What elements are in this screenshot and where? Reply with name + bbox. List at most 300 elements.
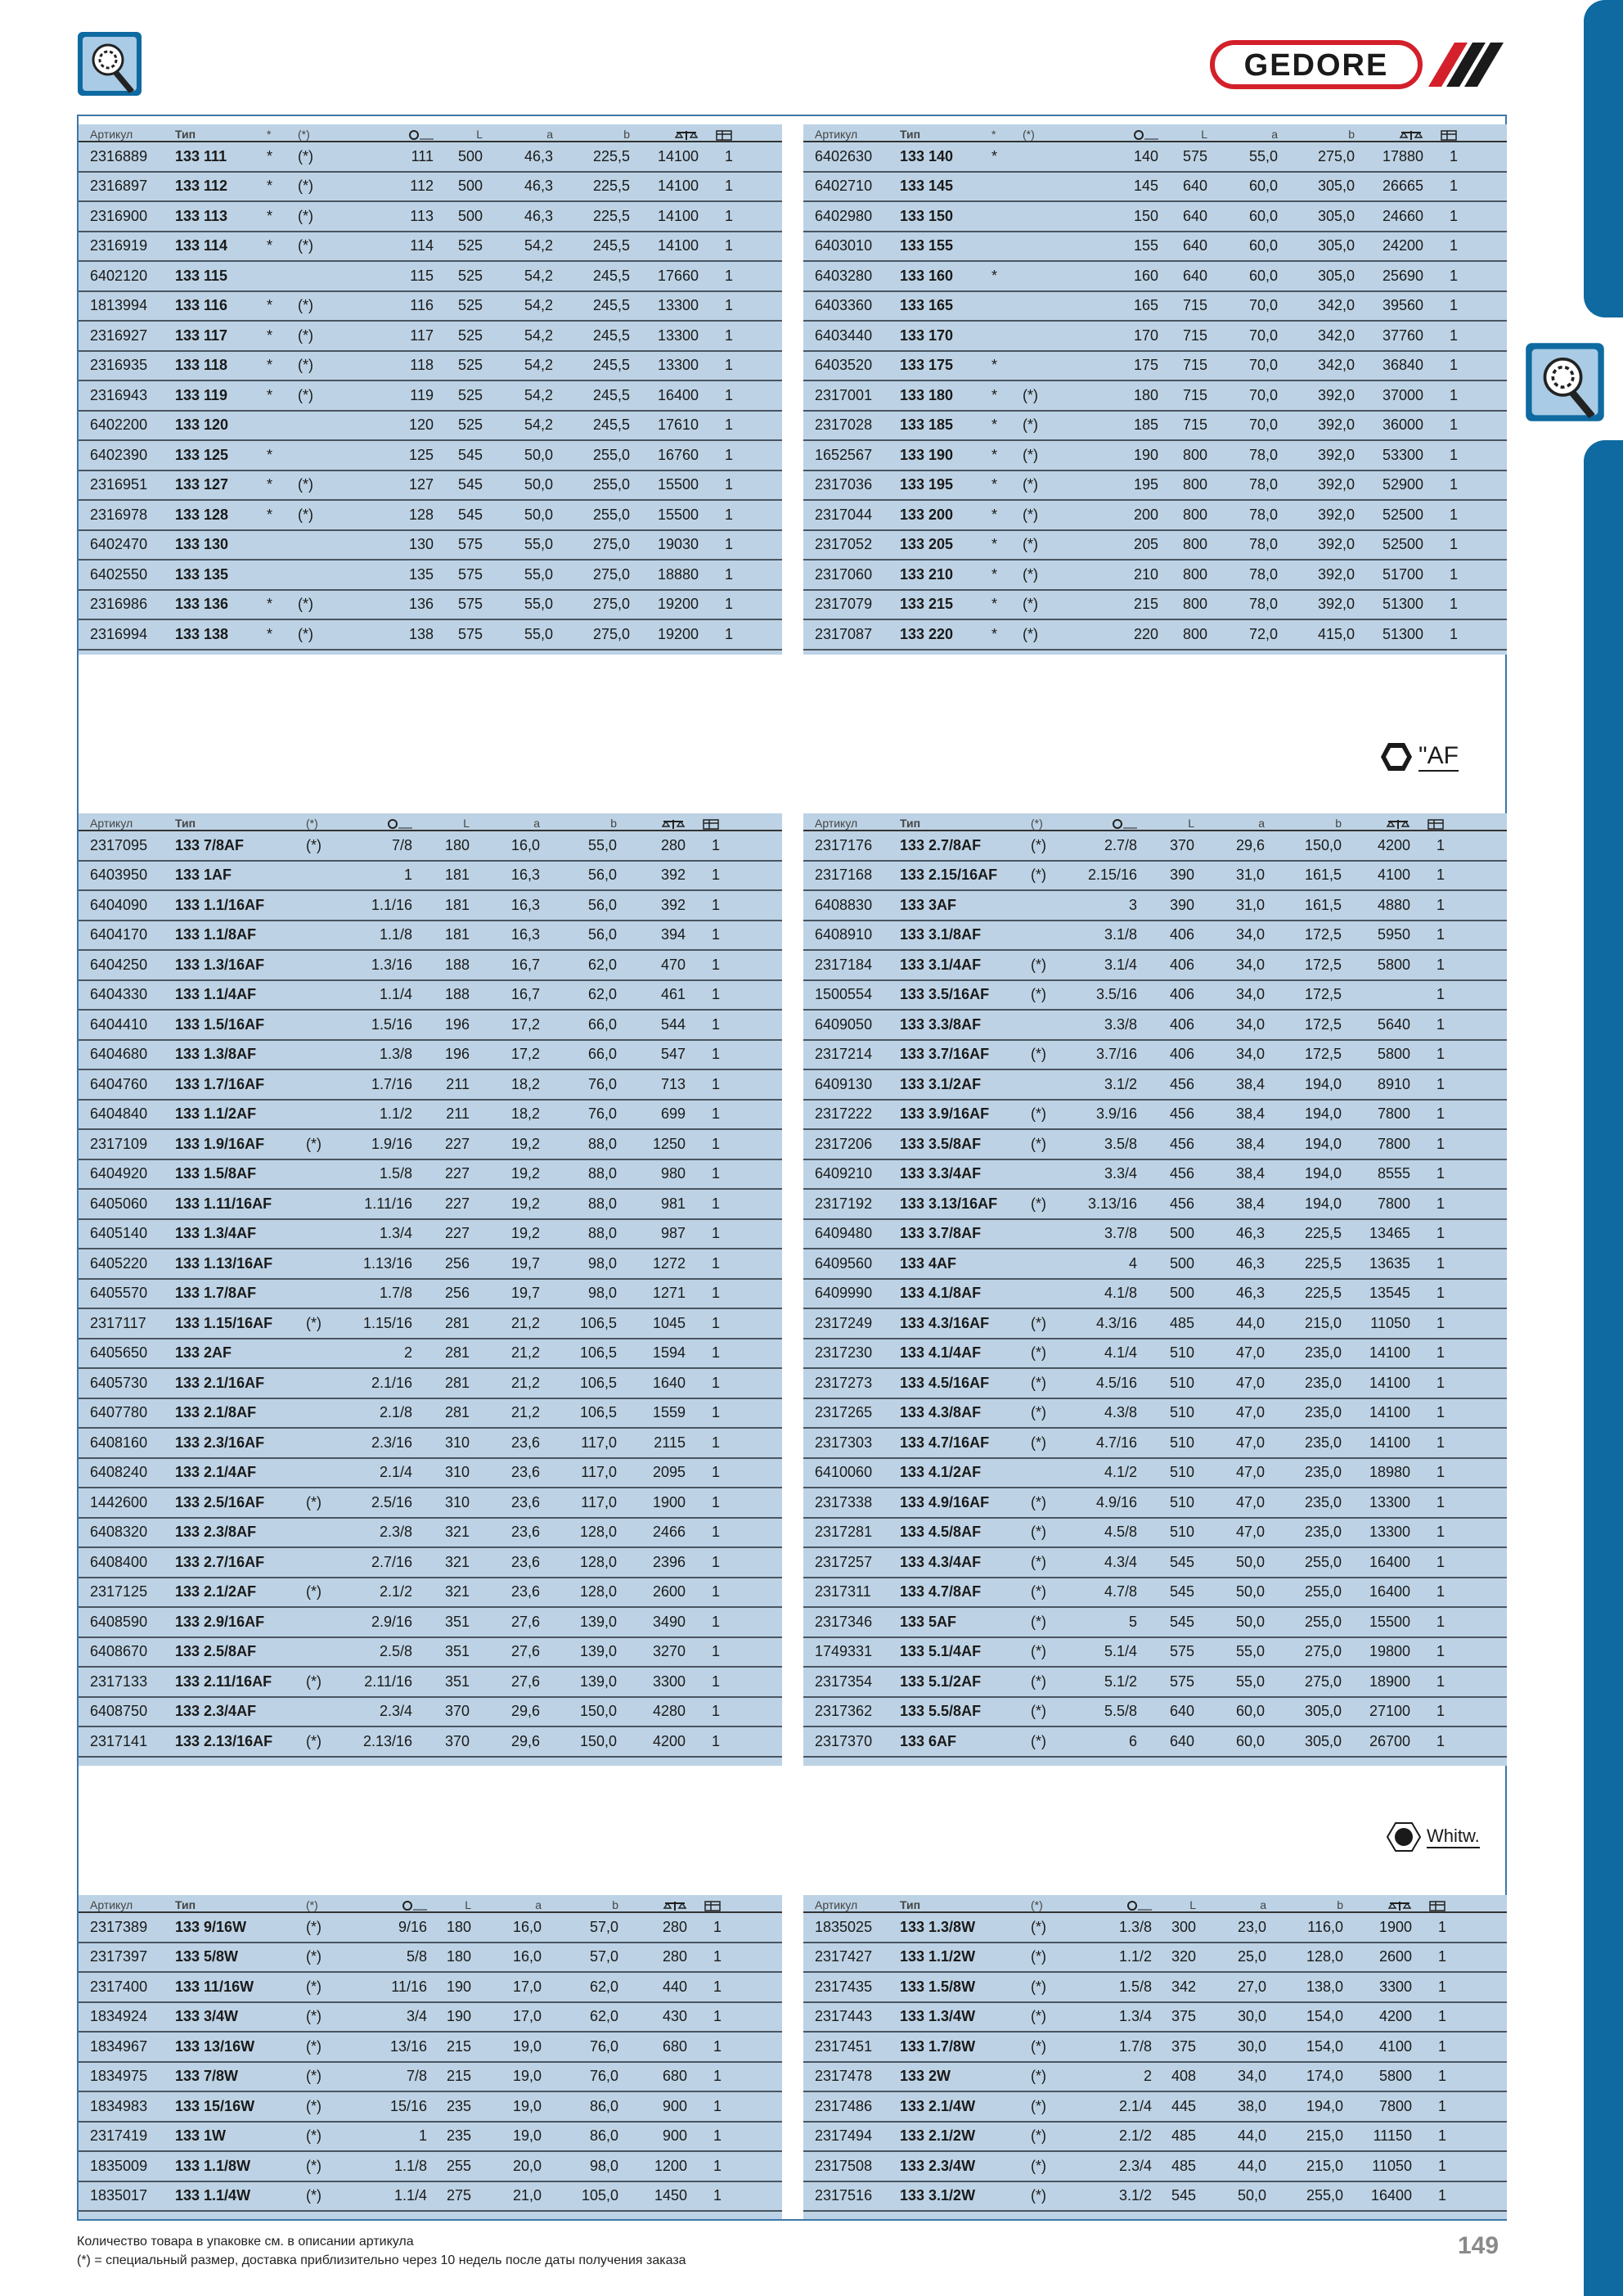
table-row — [803, 1011, 1507, 1041]
cell-article: 2316919 — [90, 237, 148, 254]
cell-article: 2316900 — [90, 207, 148, 224]
cell-L: 196 — [444, 1046, 470, 1063]
cell-L: 320 — [1171, 1948, 1196, 1965]
cell-weight: 13300 — [1369, 1493, 1410, 1510]
table-row — [803, 1249, 1507, 1280]
cell-size: 4.3/4 — [1104, 1553, 1137, 1570]
table-row — [79, 381, 782, 412]
header-a: a — [1258, 817, 1265, 830]
cell-a: 55,0 — [524, 625, 553, 642]
cell-b: 154,0 — [1306, 2008, 1343, 2025]
cell-a: 46,3 — [524, 207, 553, 224]
cell-b: 139,0 — [579, 1643, 617, 1660]
cell-b: 342,0 — [1317, 357, 1355, 374]
cell-article: 6402710 — [815, 178, 873, 195]
cell-b: 415,0 — [1317, 625, 1355, 642]
header-special: (*) — [1031, 1898, 1043, 1911]
box-icon — [1427, 818, 1445, 830]
cell-article: 2316951 — [90, 476, 148, 493]
cell-qty: 1 — [1436, 867, 1445, 884]
table-row — [79, 1160, 782, 1191]
cell-qty: 1 — [1436, 1285, 1445, 1302]
cell-qty: 1 — [724, 207, 733, 224]
table-row — [79, 1190, 782, 1220]
cell-type: 133 2.7/16AF — [175, 1553, 265, 1570]
cell-size: 3.7/16 — [1095, 1046, 1137, 1063]
cell-qty: 1 — [713, 1918, 722, 1935]
cell-type: 133 115 — [175, 267, 228, 284]
cell-weight: 25690 — [1382, 267, 1423, 284]
cell-size: 2.7/16 — [371, 1553, 412, 1570]
cell-type: 133 1.1/2W — [900, 1948, 976, 1965]
cell-size: 120 — [408, 416, 434, 434]
cell-type: 133 140 — [900, 147, 954, 164]
table-row — [803, 2182, 1507, 2213]
cell-type: 133 4.1/8AF — [900, 1285, 982, 1302]
cell-weight: 2095 — [652, 1464, 686, 1481]
cell-weight: 5800 — [1377, 956, 1410, 973]
cell-star: * — [991, 476, 998, 493]
cell-weight: 1045 — [652, 1314, 686, 1331]
cell-a: 46,3 — [524, 147, 553, 164]
cell-a: 54,2 — [524, 267, 553, 284]
cell-star: * — [267, 476, 273, 493]
cell-b: 150,0 — [1304, 836, 1342, 853]
cell-article: 2317346 — [815, 1613, 873, 1630]
cell-weight: 2115 — [654, 1434, 686, 1451]
cell-b: 215,0 — [1306, 2127, 1343, 2145]
table-row — [803, 1608, 1507, 1638]
cell-article: 6403360 — [815, 297, 873, 314]
cell-b: 57,0 — [589, 1918, 618, 1935]
cell-L: 180 — [444, 836, 470, 853]
footnote-line2: (*) = специальный размер, доставка приблизительно через 10 недель после даты получения заказа — [77, 2253, 686, 2267]
cell-qty: 1 — [1437, 1918, 1446, 1935]
cell-size: 4.3/16 — [1095, 1314, 1137, 1331]
cell-size: 1.7/8 — [1118, 2037, 1152, 2055]
cell-b: 172,5 — [1304, 986, 1342, 1003]
cell-a: 21,2 — [510, 1314, 540, 1331]
cell-a: 46,3 — [1235, 1254, 1265, 1272]
cell-article: 1834924 — [90, 2008, 148, 2025]
cell-b: 66,0 — [587, 1015, 617, 1033]
table-row — [803, 1309, 1507, 1339]
cell-weight: 981 — [660, 1195, 686, 1212]
table-row — [803, 1519, 1507, 1549]
cell-L: 715 — [1182, 357, 1207, 374]
cell-size: 3/4 — [406, 2008, 427, 2025]
cell-special: (*) — [298, 506, 313, 523]
cell-type: 133 3.5/8AF — [900, 1135, 982, 1152]
cell-a: 17,2 — [510, 1046, 540, 1063]
table-row — [803, 1973, 1507, 2003]
cell-special: (*) — [1031, 1643, 1046, 1660]
cell-qty: 1 — [1436, 1075, 1445, 1092]
cell-L: 485 — [1171, 2127, 1196, 2145]
cell-b: 56,0 — [587, 867, 617, 884]
cell-article: 6405060 — [90, 1195, 148, 1212]
cell-article: 1834967 — [90, 2037, 148, 2055]
cell-type: 133 200 — [900, 506, 954, 523]
cell-b: 106,5 — [579, 1404, 617, 1421]
cell-special: (*) — [1031, 2068, 1046, 2085]
cell-article: 6409210 — [815, 1165, 873, 1182]
cell-qty: 1 — [711, 1135, 720, 1152]
cell-L: 456 — [1169, 1105, 1194, 1123]
cell-article: 6404330 — [90, 986, 148, 1003]
cell-qty: 1 — [1436, 1344, 1445, 1362]
cell-size: 3.9/16 — [1095, 1105, 1137, 1123]
cell-a: 19,2 — [510, 1225, 540, 1242]
cell-a: 34,0 — [1235, 926, 1265, 943]
cell-weight: 7800 — [1377, 1195, 1410, 1212]
cell-type: 133 15/16W — [175, 2097, 255, 2114]
cell-size: 3.3/4 — [1104, 1165, 1137, 1182]
cell-a: 20,0 — [512, 2157, 542, 2174]
table-row — [79, 2123, 782, 2153]
cell-b: 174,0 — [1306, 2068, 1343, 2085]
cell-size: 1.13/16 — [362, 1254, 412, 1272]
cell-article: 6408670 — [90, 1643, 148, 1660]
cell-weight: 4100 — [1377, 867, 1410, 884]
header-type: Тип — [175, 128, 196, 141]
cell-size: 2.15/16 — [1087, 867, 1137, 884]
cell-size: 2.5/8 — [379, 1643, 412, 1660]
cell-a: 60,0 — [1248, 178, 1278, 195]
cell-special: (*) — [298, 207, 313, 224]
cell-L: 575 — [1169, 1643, 1194, 1660]
cell-L: 525 — [457, 267, 483, 284]
cell-size: 6 — [1128, 1732, 1137, 1749]
cell-article: 2317435 — [815, 1978, 873, 1995]
ring-size-icon — [1113, 818, 1137, 830]
cell-type: 133 1.5/8AF — [175, 1165, 257, 1182]
cell-type: 133 165 — [900, 297, 954, 314]
cell-size: 2.3/16 — [371, 1434, 412, 1451]
cell-a: 44,0 — [1235, 1314, 1265, 1331]
cell-size: 15/16 — [389, 2097, 427, 2114]
table-row — [803, 2063, 1507, 2093]
cell-special: (*) — [298, 625, 313, 642]
cell-type: 133 7/8W — [175, 2068, 239, 2085]
cell-size: 1.5/16 — [371, 1015, 412, 1033]
cell-qty: 1 — [1449, 178, 1458, 195]
cell-weight: 14100 — [1369, 1404, 1410, 1421]
cell-special: (*) — [1031, 836, 1046, 853]
cell-qty: 1 — [1436, 1254, 1445, 1272]
cell-b: 275,0 — [592, 565, 630, 583]
cell-L: 255 — [446, 2157, 471, 2174]
cell-qty: 1 — [711, 926, 720, 943]
box-icon — [702, 818, 720, 830]
cell-article: 2317451 — [815, 2037, 873, 2055]
cell-special: (*) — [298, 326, 313, 344]
table-row — [79, 831, 782, 862]
cell-type: 133 1.15/16AF — [175, 1314, 273, 1331]
table-row — [79, 1130, 782, 1160]
cell-b: 161,5 — [1304, 896, 1342, 913]
table-row — [803, 1548, 1507, 1578]
cell-L: 235 — [446, 2127, 471, 2145]
cell-a: 16,3 — [510, 896, 540, 913]
cell-a: 50,0 — [524, 446, 553, 463]
cell-qty: 1 — [724, 596, 733, 613]
cell-article: 6403950 — [90, 867, 148, 884]
cell-article: 2317176 — [815, 836, 873, 853]
table-row — [79, 1727, 782, 1758]
cell-qty: 1 — [1449, 267, 1458, 284]
cell-weight: 680 — [662, 2037, 687, 2055]
cell-qty: 1 — [1449, 326, 1458, 344]
hex-bolt-icon — [1386, 1821, 1422, 1853]
cell-article: 2317303 — [815, 1434, 873, 1451]
cell-qty: 1 — [1436, 1583, 1445, 1600]
cell-type: 133 135 — [175, 565, 229, 583]
table-row — [79, 412, 782, 442]
cell-b: 305,0 — [1304, 1732, 1342, 1749]
cell-type: 133 180 — [900, 386, 954, 403]
cell-qty: 1 — [1436, 1553, 1445, 1570]
cell-a: 16,7 — [510, 986, 540, 1003]
cell-star: * — [991, 416, 998, 434]
cell-size: 4.5/16 — [1095, 1374, 1137, 1391]
table-row — [803, 292, 1507, 322]
cell-qty: 1 — [1436, 1105, 1445, 1123]
cell-type: 133 145 — [900, 178, 954, 195]
cell-weight: 16760 — [657, 446, 699, 463]
cell-qty: 1 — [724, 147, 733, 164]
cell-size: 4.3/8 — [1104, 1404, 1137, 1421]
cell-weight: 15500 — [1369, 1613, 1410, 1630]
cell-article: 2317079 — [815, 596, 873, 613]
cell-a: 27,6 — [510, 1672, 540, 1690]
cell-type: 133 220 — [900, 625, 954, 642]
cell-article: 2317044 — [815, 506, 873, 523]
cell-size: 138 — [408, 625, 434, 642]
cell-star: * — [267, 178, 273, 195]
header-qty — [699, 128, 733, 141]
cell-article: 6405220 — [90, 1254, 148, 1272]
cell-type: 133 1.7/8AF — [175, 1285, 257, 1302]
cell-weight: 13465 — [1369, 1225, 1410, 1242]
cell-article: 1835017 — [90, 2187, 148, 2204]
cell-qty: 1 — [724, 178, 733, 195]
table-row — [803, 352, 1507, 382]
cell-special: (*) — [306, 2068, 321, 2085]
cell-a: 44,0 — [1237, 2157, 1266, 2174]
cell-qty: 1 — [1436, 1524, 1445, 1541]
cell-type: 133 1.5/16AF — [175, 1015, 265, 1033]
cell-qty: 1 — [1436, 926, 1445, 943]
cell-L: 456 — [1169, 1075, 1194, 1092]
cell-L: 510 — [1169, 1344, 1194, 1362]
cell-type: 133 4.5/16AF — [900, 1374, 990, 1391]
cell-qty: 1 — [1436, 956, 1445, 973]
cell-weight: 5640 — [1377, 1015, 1410, 1033]
cell-type: 133 2.3/4W — [900, 2157, 976, 2174]
cell-a: 23,6 — [510, 1493, 540, 1510]
table-row — [803, 1220, 1507, 1250]
cell-qty: 1 — [1437, 2127, 1446, 2145]
cell-L: 215 — [446, 2037, 471, 2055]
cell-weight: 1200 — [654, 2157, 687, 2174]
cell-weight: 547 — [660, 1046, 686, 1063]
cell-a: 21,0 — [512, 2187, 542, 2204]
cell-type: 133 11/16W — [175, 1978, 254, 1995]
table-af-left — [79, 813, 782, 1766]
cell-qty: 1 — [1449, 625, 1458, 642]
cell-special: (*) — [298, 237, 313, 254]
header-weight — [1342, 817, 1410, 830]
cell-L: 310 — [444, 1493, 470, 1510]
cell-star: * — [267, 625, 273, 642]
table-row — [803, 471, 1507, 502]
cell-type: 133 2.3/16AF — [175, 1434, 265, 1451]
cell-special: (*) — [306, 1583, 321, 1600]
cell-special: (*) — [1023, 476, 1038, 493]
cell-article: 6408400 — [90, 1553, 148, 1570]
cell-a: 19,0 — [512, 2037, 542, 2055]
box-icon — [1440, 129, 1458, 141]
header-article: Артикул — [90, 128, 133, 141]
cell-special: (*) — [1023, 386, 1038, 403]
cell-article: 2317230 — [815, 1344, 873, 1362]
table-row — [803, 1190, 1507, 1220]
header-size — [1075, 128, 1158, 141]
table-row — [803, 1130, 1507, 1160]
cell-size: 125 — [408, 446, 434, 463]
cell-b: 88,0 — [587, 1165, 617, 1182]
cell-article: 2317052 — [815, 536, 873, 553]
cell-type: 133 1W — [175, 2127, 227, 2145]
cell-a: 47,0 — [1235, 1493, 1265, 1510]
cell-b: 150,0 — [579, 1732, 617, 1749]
cell-b: 154,0 — [1306, 2037, 1343, 2055]
cell-a: 78,0 — [1248, 536, 1278, 553]
cell-qty: 1 — [1449, 297, 1458, 314]
scale-icon — [674, 129, 699, 141]
scale-icon — [1386, 818, 1410, 830]
cell-weight: 280 — [662, 1948, 687, 1965]
cell-a: 60,0 — [1248, 267, 1278, 284]
footnote — [77, 2232, 686, 2270]
cell-size: 185 — [1133, 416, 1158, 434]
cell-L: 181 — [444, 867, 470, 884]
cell-type: 133 4.3/8AF — [900, 1404, 982, 1421]
cell-weight: 4100 — [1378, 2037, 1412, 2055]
header-L: L — [1188, 817, 1194, 830]
cell-article: 2316897 — [90, 178, 148, 195]
cell-article: 6405730 — [90, 1374, 148, 1391]
cell-type: 133 2.11/16AF — [175, 1672, 272, 1690]
ring-spanner-icon — [77, 31, 142, 97]
cell-L: 190 — [446, 1978, 471, 1995]
cell-a: 54,2 — [524, 386, 553, 403]
cell-type: 133 210 — [900, 565, 954, 583]
table-row — [79, 142, 782, 173]
cell-L: 545 — [1171, 2187, 1196, 2204]
table-row — [803, 1101, 1507, 1131]
cell-article: 2317192 — [815, 1195, 873, 1212]
cell-b: 56,0 — [587, 896, 617, 913]
cell-b: 194,0 — [1304, 1165, 1342, 1182]
table-row — [79, 1548, 782, 1578]
cell-size: 9/16 — [398, 1918, 427, 1935]
cell-size: 4.7/16 — [1095, 1434, 1137, 1451]
cell-type: 133 2.7/8AF — [900, 836, 982, 853]
table-whitw-left — [79, 1895, 782, 2219]
cell-type: 133 111 — [175, 147, 227, 164]
cell-b: 392,0 — [1317, 536, 1355, 553]
table-row — [803, 262, 1507, 292]
column-gap — [782, 805, 803, 1767]
cell-size: 1.3/16 — [371, 956, 412, 973]
cell-L: 715 — [1182, 326, 1207, 344]
cell-article: 2317397 — [90, 1948, 148, 1965]
cell-weight: 280 — [662, 1918, 687, 1935]
cell-article: 6402470 — [90, 536, 148, 553]
cell-weight: 1271 — [652, 1285, 686, 1302]
cell-type: 133 4.5/8AF — [900, 1524, 982, 1541]
cell-special: (*) — [1031, 2157, 1046, 2174]
cell-a: 47,0 — [1235, 1404, 1265, 1421]
cell-qty: 1 — [711, 1672, 720, 1690]
cell-size: 112 — [410, 178, 434, 195]
table-row — [79, 1608, 782, 1638]
table-row — [79, 1973, 782, 2003]
table-mm-right — [803, 124, 1507, 655]
cell-special: (*) — [1031, 1314, 1046, 1331]
table-row — [79, 1698, 782, 1728]
cell-qty: 1 — [711, 1553, 720, 1570]
cell-size: 128 — [408, 506, 434, 523]
cell-type: 133 4.7/8AF — [900, 1583, 982, 1600]
table-row — [803, 1638, 1507, 1668]
cell-qty: 1 — [1436, 1464, 1445, 1481]
table-row — [79, 501, 782, 531]
cell-L: 500 — [1169, 1285, 1194, 1302]
cell-size: 150 — [1133, 207, 1158, 224]
table-row — [79, 2033, 782, 2063]
cell-b: 392,0 — [1317, 596, 1355, 613]
cell-article: 6402980 — [815, 207, 873, 224]
cell-size: 1.1/4 — [393, 2187, 427, 2204]
cell-qty: 1 — [713, 2068, 722, 2085]
table-row — [79, 2182, 782, 2213]
cell-article: 2317028 — [815, 416, 873, 434]
cell-b: 392,0 — [1317, 386, 1355, 403]
cell-article: 2316935 — [90, 357, 148, 374]
cell-special: (*) — [306, 1948, 321, 1965]
cell-qty: 1 — [711, 1732, 720, 1749]
cell-type: 133 190 — [900, 446, 954, 463]
cell-b: 76,0 — [587, 1075, 617, 1092]
cell-size: 210 — [1133, 565, 1158, 583]
cell-L: 485 — [1171, 2157, 1196, 2174]
cell-a: 21,2 — [510, 1374, 540, 1391]
cell-size: 5.1/2 — [1104, 1672, 1137, 1690]
cell-size: 4.7/8 — [1104, 1583, 1137, 1600]
cell-L: 256 — [444, 1285, 470, 1302]
cell-star: * — [267, 386, 273, 403]
cell-a: 60,0 — [1235, 1703, 1265, 1720]
cell-weight: 14100 — [657, 207, 699, 224]
table-row — [803, 1668, 1507, 1698]
cell-qty: 1 — [713, 2127, 722, 2145]
cell-L: 575 — [1169, 1672, 1194, 1690]
cell-article: 2317214 — [815, 1046, 873, 1063]
cell-L: 281 — [444, 1374, 470, 1391]
